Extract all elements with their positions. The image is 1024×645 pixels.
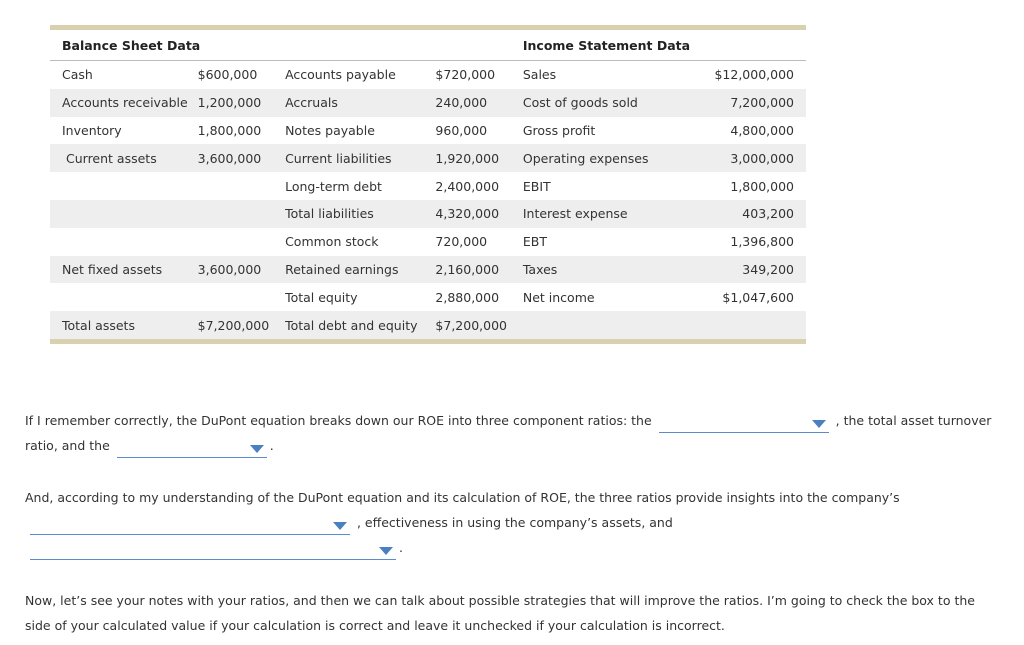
table-row: Cash $600,000 Accounts payable $720,000 Sales $12,000,000 [62,67,794,83]
ratio-1-dropdown[interactable] [659,414,829,433]
chevron-down-icon [812,420,826,428]
table-row: Total equity 2,880,000 Net income $1,047,600 [285,289,794,305]
dupont-insights-paragraph: And, according to my understanding of the DuPont equation and its calculation of ROE, the three ratios provide insights into the company’s , effectiveness in using the company’s assets, and . [25,485,1000,560]
table-row: Total liabilities 4,320,000 Interest expense 403,200 [50,200,806,228]
chevron-down-icon [379,547,393,555]
notes-paragraph: Now, let’s see your notes with your ratios, and then we can talk about possible strategies that will improve the ratios. I’m going to check the box to the side of your calculated value if your calculation is correct and leave it unchecked if your calculation is incorrect. [25,593,975,633]
insight-3-dropdown[interactable] [30,541,396,560]
table-row: Total assets $7,200,000 Total debt and equity $7,200,000 [50,311,806,339]
table-header-row [50,30,806,61]
balance-sheet-title: Balance Sheet Data [50,30,285,61]
table-row: Inventory 1,800,000 Notes payable 960,000 Gross profit 4,800,000 [62,122,794,138]
table-row: Current assets 3,600,000 Current liabilities 1,920,000 Operating expenses 3,000,000 [50,144,806,172]
table-row: Long-term debt 2,400,000 EBIT 1,800,000 [285,178,794,194]
insight-1-dropdown[interactable] [30,516,350,535]
table-row: Net fixed assets 3,600,000 Retained earnings 2,160,000 Taxes 349,200 [50,256,806,284]
table-row: Accounts receivable 1,200,000 Accruals 240,000 Cost of goods sold 7,200,000 [50,89,806,117]
ratio-3-dropdown[interactable] [117,439,267,458]
chevron-down-icon [250,445,264,453]
financial-data-table-container [50,25,806,344]
dupont-components-paragraph: If I remember correctly, the DuPont equation breaks down our ROE into three component ratios: the , the total asset turnover ratio, and the . [25,408,1000,458]
financial-data-table [50,30,806,339]
chevron-down-icon [333,522,347,530]
income-statement-title: Income Statement Data [523,30,690,61]
table-row: Common stock 720,000 EBT 1,396,800 [285,234,794,250]
